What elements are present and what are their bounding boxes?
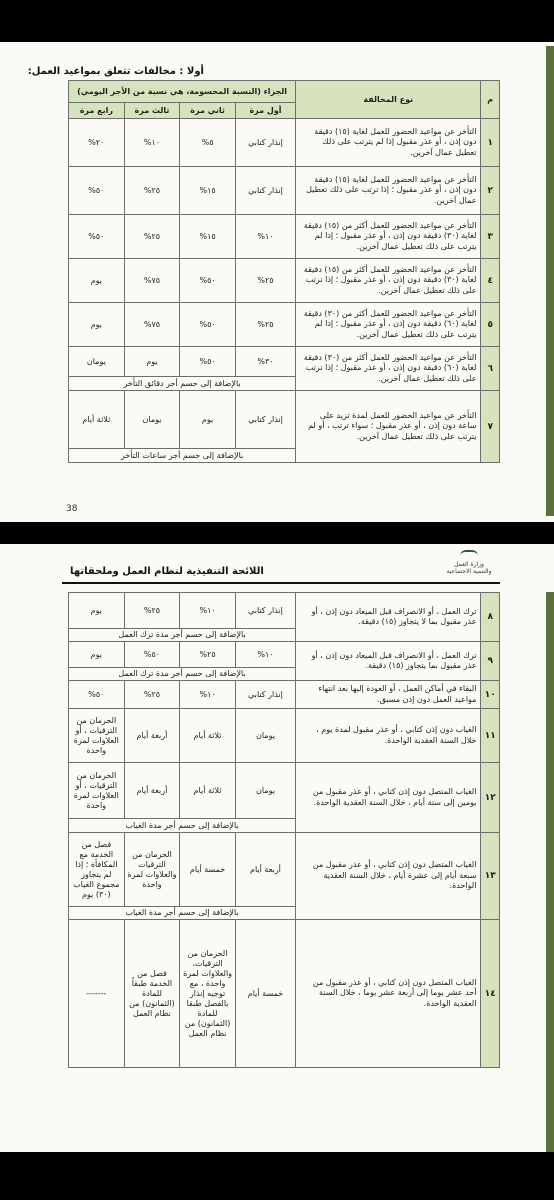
table-row [69, 763, 500, 819]
penalty-second: ثلاثة أيام [180, 763, 236, 819]
penalty-second: ٥٠% [180, 303, 236, 347]
penalty-third: الحرمان من الترقيات والعلاوات لمرة واحدة [124, 833, 180, 907]
penalty-fourth: يوم [69, 642, 125, 668]
additional-deduction-note: بالإضافة إلى حسم أجر مدة ترك العمل [69, 668, 296, 681]
row-number: ١٢ [481, 763, 500, 833]
header-violation-type: نوع المخالفة [296, 81, 481, 119]
penalty-fourth: الحرمان من الترقيات ، أو العلاوات لمرة واحدة [69, 763, 125, 819]
violations-table-2 [68, 592, 500, 1068]
section-title: أولا : مخالفات تتعلق بمواعيد العمل: [27, 66, 204, 77]
penalty-first: يومان [235, 709, 295, 763]
table-row [69, 681, 500, 709]
violation-description: ترك العمل ، أو الانصراف قبل الميعاد دون إذن ، أو عذر مقبول بما لا يتجاوز (١٥) دقيقة. [296, 593, 481, 642]
penalty-first: إنذار كتابي [235, 593, 295, 629]
header-penalty: الجزاء (النسبة المحسومة، هي نسبة من الأجر اليومي) [69, 81, 296, 103]
penalty-second: ١٠% [180, 593, 236, 629]
violation-description: الغياب المتصل دون إذن كتابي ، أو عذر مقبول من سبعة أيام إلى عشرة أيام ، خلال السنة العقدية الواحدة. [296, 833, 481, 920]
penalty-first: إنذار كتابي [235, 167, 295, 215]
penalty-second: ثلاثة أيام [180, 709, 236, 763]
violation-description: الغياب المتصل دون إذن كتابي ، أو عذر مقبول من يومين إلى ستة أيام ، خلال السنة العقدية الواحدة. [296, 763, 481, 833]
header-rule [62, 582, 500, 584]
table-row [69, 347, 500, 377]
penalty-third: ٧٥% [124, 259, 180, 303]
violation-description: التأخر عن مواعيد الحضور للعمل لمدة تزيد على ساعة دون إذن ، أو عذر مقبول ؛ سواء ترتب ، أو لم يترتب على ذلك تعطيل عمال آخرين. [296, 391, 481, 463]
row-number: ١١ [481, 709, 500, 763]
penalty-fourth: ٥٠% [69, 215, 125, 259]
table-row [69, 259, 500, 303]
table-row [69, 920, 500, 1068]
penalty-fourth: ٢٠% [69, 119, 125, 167]
violations-table-1 [68, 80, 500, 463]
penalty-first: إنذار كتابي [235, 391, 295, 449]
violation-description: البقاء في أماكن العمل ، أو العودة إليها بعد انتهاء مواعيد العمل دون إذن مسبق. [296, 681, 481, 709]
header-num: م [481, 81, 500, 119]
table-row [69, 593, 500, 629]
row-number: ٩ [481, 642, 500, 681]
penalty-first: إنذار كتابي [235, 119, 295, 167]
penalty-fourth: ------- [69, 920, 125, 1068]
row-number: ١٠ [481, 681, 500, 709]
penalty-fourth: ثلاثة أيام [69, 391, 125, 449]
penalty-third: ٢٥% [124, 593, 180, 629]
table-row [69, 642, 500, 668]
table-row [69, 303, 500, 347]
header-fourth: رابع مرة [69, 103, 125, 119]
penalty-fourth: ٥٠% [69, 167, 125, 215]
violation-description: الغياب دون إذن كتابي ، أو عذر مقبول لمدة يوم ، خلال السنة العقدية الواحدة. [296, 709, 481, 763]
penalty-third: يوم [124, 347, 180, 377]
row-number: ١٣ [481, 833, 500, 920]
row-number: ٧ [481, 391, 500, 463]
additional-deduction-note: بالإضافة إلى حسم أجر مدة الغياب [69, 907, 296, 920]
document-header-title: اللائحة التنفيذية لنظام العمل وملحقاتها [70, 566, 264, 577]
row-number: ١ [481, 119, 500, 167]
penalty-second: ١٠% [180, 681, 236, 709]
penalty-first: ٢٥% [235, 303, 295, 347]
penalty-second: ٥% [180, 119, 236, 167]
penalty-fourth: يوم [69, 259, 125, 303]
penalty-second: ١٥% [180, 167, 236, 215]
table-row [69, 709, 500, 763]
penalty-fourth: ٥٠% [69, 681, 125, 709]
penalty-third: يومان [124, 391, 180, 449]
additional-deduction-note: بالإضافة إلى حسم أجر مدة الغياب [69, 819, 296, 833]
penalty-first: أربعة أيام [235, 833, 295, 907]
row-number: ١٤ [481, 920, 500, 1068]
ministry-logo [444, 550, 494, 575]
row-number: ٨ [481, 593, 500, 642]
violation-description: التأخر عن مواعيد الحضور للعمل أكثر من (١٥) دقيقة لغاية (٣٠) دقيقة دون إذن ، أو عذر مقبول ؛ إذا لم يترتب على ذلك تعطيل عمال آخرين. [296, 215, 481, 259]
additional-deduction-note: بالإضافة إلى حسم أجر ساعات التأخر [69, 449, 296, 463]
violation-description: ترك العمل ، أو الانصراف قبل الميعاد دون إذن ، أو عذر مقبول بما يتجاوز (١٥) دقيقة. [296, 642, 481, 681]
penalty-fourth: يومان [69, 347, 125, 377]
page-edge-strip [546, 592, 554, 1152]
penalty-third: ٢٥% [124, 681, 180, 709]
penalty-first: ٣٠% [235, 347, 295, 377]
page-number: 38 [66, 504, 78, 514]
page-edge-strip [546, 46, 554, 516]
penalty-third: فصل من الخدمة طبقاً للمادة (الثمانون) من نظام العمل [124, 920, 180, 1068]
violation-description: التأخر عن مواعيد الحضور للعمل أكثر من (٣٠) دقيقة لغاية (٦٠) دقيقة دون إذن ، أو عذر مقبول ؛ إذا لم يترتب على ذلك تعطيل عمال آخرين. [296, 303, 481, 347]
violation-description: التأخر عن مواعيد الحضور للعمل أكثر من (١٥) دقيقة لغاية (٣٠) دقيقة دون إذن ، أو عذر مقبول ؛ إذا ترتب على ذلك تعطيل عمال آخرين. [296, 259, 481, 303]
penalty-second: ٥٠% [180, 259, 236, 303]
additional-deduction-note: بالإضافة إلى حسم أجر دقائق التأخر [69, 377, 296, 391]
violation-description: التأخر عن مواعيد الحضور للعمل أكثر من (٣٠) دقيقة لغاية (٦٠) دقيقة دون إذن ، أو عذر مقبول ؛ إذا ترتب على ذلك تعطيل عمال آخرين. [296, 347, 481, 391]
penalty-third: ١٠% [124, 119, 180, 167]
penalty-third: ٢٥% [124, 215, 180, 259]
penalty-first: خمسة أيام [235, 920, 295, 1068]
penalty-third: أربعة أيام [124, 709, 180, 763]
table-row [69, 167, 500, 215]
table-row [69, 119, 500, 167]
row-number: ٣ [481, 215, 500, 259]
penalty-third: ٧٥% [124, 303, 180, 347]
violation-description: الغياب المتصل دون إذن كتابي ، أو عذر مقبول من أحد عشر يوما إلى أربعة عشر يوما ، خلال السنة العقدية الواحدة. [296, 920, 481, 1068]
row-number: ٤ [481, 259, 500, 303]
header-first: أول مرة [235, 103, 295, 119]
row-number: ٦ [481, 347, 500, 391]
penalty-second: يوم [180, 391, 236, 449]
penalty-second: ٥٠% [180, 347, 236, 377]
logo-text: وزارة العمل والتنمية الاجتماعية [446, 561, 492, 575]
penalty-second: خمسة أيام [180, 833, 236, 907]
table-row [69, 215, 500, 259]
penalty-first: يومان [235, 763, 295, 819]
document-page-1 [0, 42, 554, 522]
additional-deduction-note: بالإضافة إلى حسم أجر مدة ترك العمل [69, 629, 296, 642]
table-row [69, 833, 500, 907]
penalty-fourth: يوم [69, 303, 125, 347]
row-number: ٥ [481, 303, 500, 347]
row-number: ٢ [481, 167, 500, 215]
penalty-third: ٢٥% [124, 167, 180, 215]
penalty-first: ١٠% [235, 215, 295, 259]
penalty-fourth: فصل من الخدمة مع المكافأة ؛ إذا لم يتجاوز مجموع الغياب (٣٠) يوم [69, 833, 125, 907]
penalty-third: أربعة أيام [124, 763, 180, 819]
penalty-first: ٢٥% [235, 259, 295, 303]
penalty-first: إنذار كتابي [235, 681, 295, 709]
penalty-second: الحرمان من الترقيات، والعلاوات لمرة واحدة ، مع توجيه إنذار بالفصل طبقا للمادة (الثمانون) من نظام العمل [180, 920, 236, 1068]
penalty-second: ٢٥% [180, 642, 236, 668]
ministry-emblem-icon [460, 550, 478, 560]
penalty-second: ١٥% [180, 215, 236, 259]
penalty-fourth: يوم [69, 593, 125, 629]
penalty-third: ٥٠% [124, 642, 180, 668]
header-third: ثالث مرة [124, 103, 180, 119]
penalty-first: ١٠% [235, 642, 295, 668]
penalty-fourth: الحرمان من الترقيات ، أو العلاوات لمرة واحدة [69, 709, 125, 763]
header-second: ثاني مرة [180, 103, 236, 119]
document-page-2 [0, 544, 554, 1152]
table-row [69, 391, 500, 449]
violation-description: التأخر عن مواعيد الحضور للعمل لغاية (١٥) دقيقة دون إذن ، أو عذر مقبول إذا لم يترتب على ذلك تعطيل عمال آخرين. [296, 119, 481, 167]
violation-description: التأخر عن مواعيد الحضور للعمل لغاية (١٥) دقيقة دون إذن ، أو عذر مقبول ؛ إذا ترتب على ذلك تعطيل عمال آخرين. [296, 167, 481, 215]
